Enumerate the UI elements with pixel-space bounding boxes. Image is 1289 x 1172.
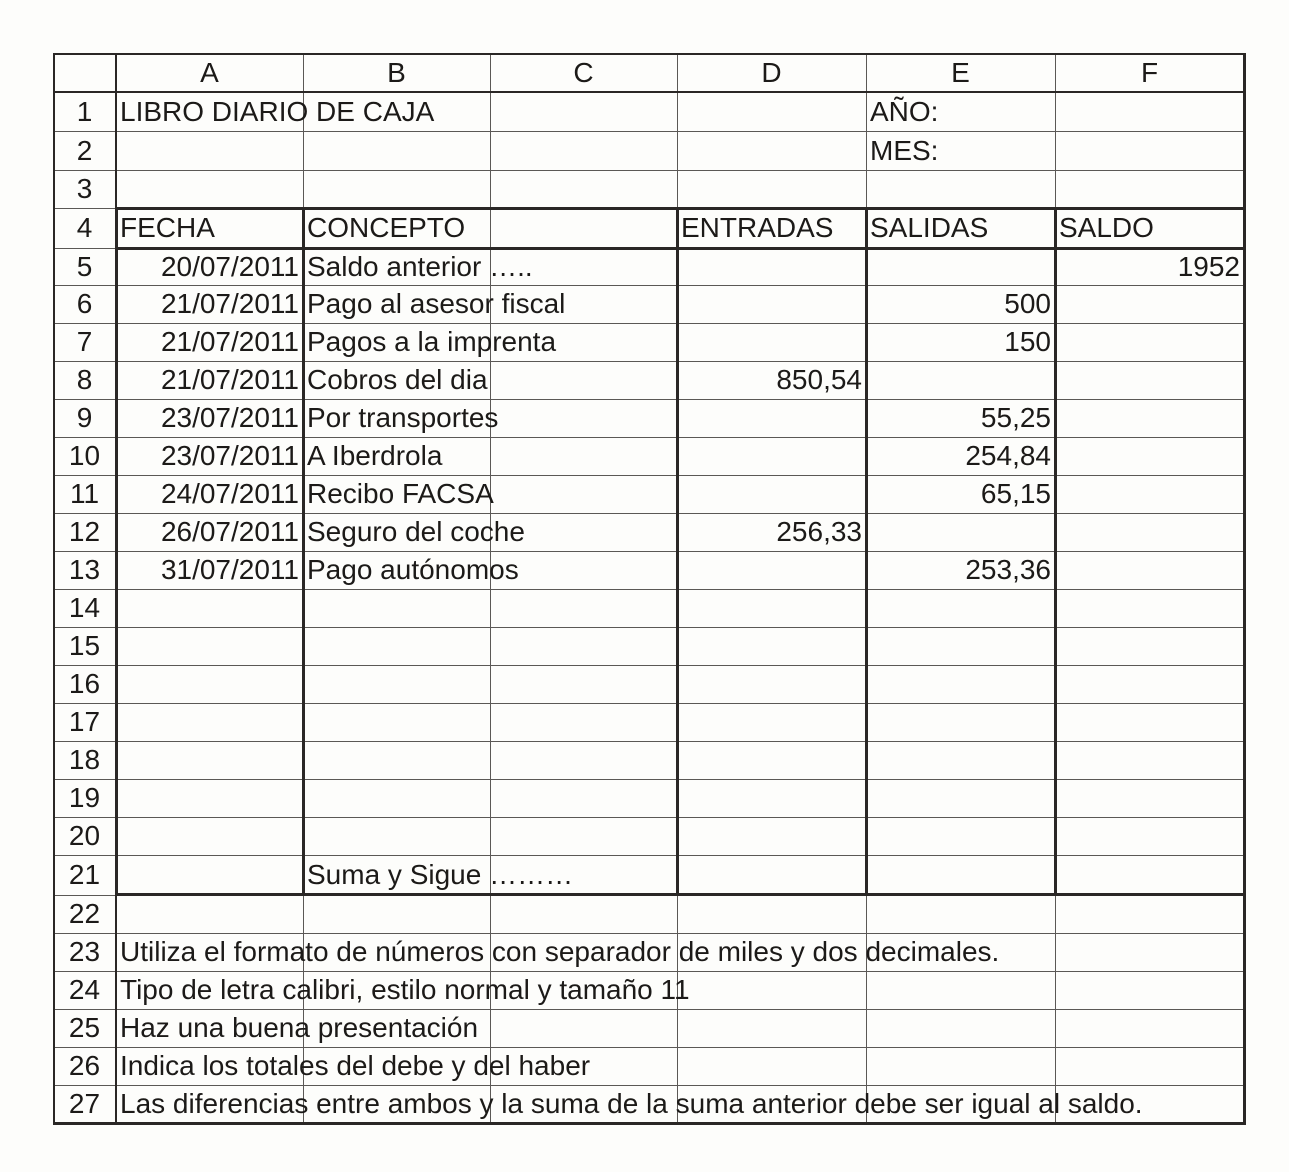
row-header-14[interactable]: 14 — [68, 592, 101, 623]
instruction-line[interactable]: Las diferencias entre ambos y la suma de la suma anterior debe ser igual al saldo. — [120, 1088, 1143, 1119]
grid-line-horizontal — [53, 703, 1245, 704]
row-header-15[interactable]: 15 — [68, 630, 101, 661]
entry-entradas[interactable] — [677, 399, 866, 437]
entry-entradas[interactable] — [677, 437, 866, 475]
row-header-27[interactable]: 27 — [68, 1088, 101, 1119]
row-header-24[interactable]: 24 — [68, 974, 101, 1005]
entry-fecha[interactable]: 23/07/2011 — [160, 402, 299, 433]
row-header-18[interactable]: 18 — [68, 744, 101, 775]
spreadsheet — [53, 53, 1245, 1124]
entry-saldo[interactable]: 1952 — [1177, 250, 1240, 282]
year-label[interactable]: AÑO: — [870, 95, 939, 127]
entry-saldo[interactable] — [1055, 399, 1244, 437]
entry-salidas[interactable] — [866, 513, 1055, 551]
entry-fecha[interactable]: 20/07/2011 — [160, 250, 299, 282]
entry-salidas[interactable]: 55,25 — [980, 402, 1051, 433]
entry-salidas[interactable] — [866, 248, 1055, 285]
entry-entradas[interactable]: 850,54 — [776, 364, 862, 395]
entry-salidas[interactable]: 500 — [1004, 288, 1051, 319]
entry-saldo[interactable] — [1055, 361, 1244, 399]
entry-concepto[interactable]: Seguro del coche — [307, 516, 525, 547]
entry-saldo[interactable] — [1055, 551, 1244, 589]
entry-saldo[interactable] — [1055, 323, 1244, 361]
entry-entradas[interactable] — [677, 551, 866, 589]
row-header-21[interactable]: 21 — [68, 859, 101, 890]
row-header-9[interactable]: 9 — [76, 402, 93, 433]
row-header-2[interactable]: 2 — [76, 134, 93, 166]
sheet-title[interactable]: LIBRO DIARIO DE CAJA — [120, 95, 435, 127]
entry-fecha[interactable]: 23/07/2011 — [160, 440, 299, 471]
entry-fecha[interactable]: 21/07/2011 — [160, 364, 299, 395]
instruction-line[interactable]: Utiliza el formato de números con separador de miles y dos decimales. — [120, 936, 1000, 967]
month-label[interactable]: MES: — [870, 134, 939, 166]
entry-concepto[interactable]: Por transportes — [307, 402, 499, 433]
grid-line-horizontal — [53, 131, 1245, 132]
entry-salidas[interactable]: 254,84 — [965, 440, 1051, 471]
column-header-c[interactable]: C — [573, 56, 594, 88]
entry-saldo[interactable] — [1055, 513, 1244, 551]
row-header-6[interactable]: 6 — [76, 288, 93, 319]
instruction-line[interactable]: Haz una buena presentación — [120, 1012, 479, 1043]
entry-concepto[interactable]: Cobros del dia — [307, 364, 488, 395]
row-header-1[interactable]: 1 — [76, 95, 93, 127]
grid-line-horizontal — [53, 589, 1245, 590]
entry-concepto[interactable]: Saldo anterior ….. — [307, 250, 533, 282]
row-header-7[interactable]: 7 — [76, 326, 93, 357]
row-header-22[interactable]: 22 — [68, 898, 101, 929]
entry-fecha[interactable]: 21/07/2011 — [160, 326, 299, 357]
row-header-13[interactable]: 13 — [68, 554, 101, 585]
ledger-border-bottom — [116, 893, 1246, 896]
row-header-17[interactable]: 17 — [68, 706, 101, 737]
row-header-5[interactable]: 5 — [76, 250, 93, 282]
header-entradas[interactable]: ENTRADAS — [681, 212, 834, 243]
entry-salidas[interactable] — [866, 361, 1055, 399]
row-header-16[interactable]: 16 — [68, 668, 101, 699]
header-fecha[interactable]: FECHA — [120, 212, 215, 243]
entry-concepto[interactable]: A Iberdrola — [307, 440, 443, 471]
row-header-26[interactable]: 26 — [68, 1050, 101, 1081]
entry-salidas[interactable]: 253,36 — [965, 554, 1051, 585]
row-header-8[interactable]: 8 — [76, 364, 93, 395]
entry-saldo[interactable] — [1055, 285, 1244, 323]
instruction-line[interactable]: Indica los totales del debe y del haber — [120, 1050, 591, 1081]
entry-saldo[interactable] — [1055, 475, 1244, 513]
column-header-d[interactable]: D — [761, 56, 782, 88]
entry-saldo[interactable] — [1055, 437, 1244, 475]
header-salidas[interactable]: SALIDAS — [870, 212, 989, 243]
row-header-11[interactable]: 11 — [69, 478, 100, 509]
grid-line-horizontal — [53, 779, 1245, 780]
column-header-f[interactable]: F — [1140, 56, 1159, 88]
entry-entradas[interactable] — [677, 248, 866, 285]
grid-line-horizontal — [53, 170, 1245, 171]
entry-entradas[interactable] — [677, 475, 866, 513]
entry-concepto[interactable]: Pagos a la imprenta — [307, 326, 557, 357]
row-header-25[interactable]: 25 — [68, 1012, 101, 1043]
row-header-20[interactable]: 20 — [68, 820, 101, 851]
suma-y-sigue[interactable]: Suma y Sigue ……… — [307, 859, 574, 890]
entry-fecha[interactable]: 21/07/2011 — [160, 288, 299, 319]
entry-entradas[interactable] — [677, 285, 866, 323]
row-header-23[interactable]: 23 — [68, 936, 101, 967]
entry-salidas[interactable]: 150 — [1004, 326, 1051, 357]
grid-line-horizontal — [53, 627, 1245, 628]
instruction-line[interactable]: Tipo de letra calibri, estilo normal y tamaño 11 — [120, 974, 690, 1005]
entry-fecha[interactable]: 24/07/2011 — [160, 478, 299, 509]
grid-line-horizontal — [53, 665, 1245, 666]
column-header-e[interactable]: E — [951, 56, 970, 88]
header-concepto[interactable]: CONCEPTO — [307, 212, 466, 243]
entry-entradas[interactable] — [677, 323, 866, 361]
row-header-3[interactable]: 3 — [76, 173, 93, 204]
entry-fecha[interactable]: 26/07/2011 — [160, 516, 299, 547]
entry-salidas[interactable]: 65,15 — [980, 478, 1051, 509]
grid-line-horizontal — [53, 817, 1245, 818]
entry-fecha[interactable]: 31/07/2011 — [160, 554, 299, 585]
grid-line-horizontal — [53, 741, 1245, 742]
entry-concepto[interactable]: Recibo FACSA — [307, 478, 494, 509]
row-header-12[interactable]: 12 — [68, 516, 101, 547]
entry-concepto[interactable]: Pago autónomos — [307, 554, 519, 585]
header-saldo[interactable]: SALDO — [1059, 212, 1154, 243]
row-header-10[interactable]: 10 — [68, 440, 101, 471]
entry-concepto[interactable]: Pago al asesor fiscal — [307, 288, 566, 319]
column-header-a[interactable]: A — [200, 56, 219, 88]
row-header-19[interactable]: 19 — [68, 782, 101, 813]
column-header-b[interactable]: B — [387, 56, 406, 88]
entry-entradas[interactable]: 256,33 — [776, 516, 862, 547]
row-header-4[interactable]: 4 — [76, 212, 93, 243]
